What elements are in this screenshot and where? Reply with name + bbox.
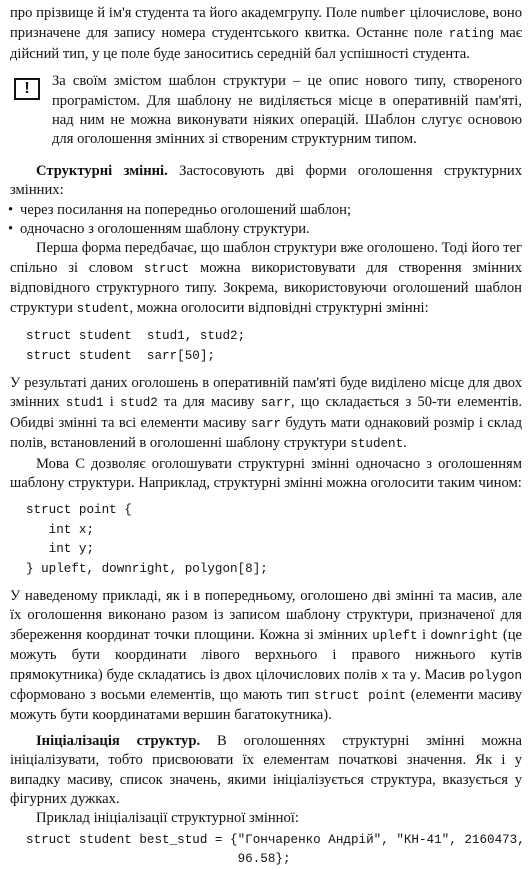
code-example-3: struct student best_stud = {"Гончаренко Андрій", "КН-41", 2160473, 96.58}; [26,832,525,867]
list-item: • через посилання на попередньо оголошений шаблон; [10,201,522,220]
paragraph-first-form: Перша форма передбачає, що шаблон структури вже оголошено. Тоді його тег спільно зі словом struct можна використовувати для створення змінних відповідного структурного типу. Зокрема, використовуючи оголошений шаблон структури student, можна оголосити відповідні структурні змінні: [10,240,522,316]
section-title: Структурні змінні. [36,162,168,179]
paragraph-init-example: Приклад ініціалізації структурної змінної: [36,810,299,827]
list-item: • одночасно з оголошенням шаблону структури. [10,220,522,239]
code-example-2: struct point { int x; int y; } upleft, downright, polygon[8]; [26,503,268,576]
paragraph-memory: У результаті даних оголошень в оперативній пам'яті буде виділено місце для двох змінних stud1 і stud2 та для масиву sarr, що складається з 50-ти елементів. Обидві змінні та всі елементи масиву sarr будуть мати однаковий розмір і склад полів, встановлений в оголошенні шаблону структури student. [10,374,522,452]
section-structure-variables: Структурні змінні. Застосовують дві форми оголошення структурних змінних: [10,162,522,199]
section-title: Ініціалізація структур. [36,732,201,749]
section-initialization: Ініціалізація структур. В оголошеннях структурні змінні можна ініціалізувати, тобто присвоювати їх елементам початкові значення. Як і у випадку масиву, список значень, якими ініціалізується структура, вказується у фігурних дужках. [10,732,522,808]
note-block [10,72,522,150]
paragraph-simultaneous: Мова С дозволяє оголошувати структурні змінні одночасно з оголошенням шаблону структури. Наприклад, структурні змінні можна оголосити таким чином: [10,455,522,491]
paragraph-fields: про прізвище й ім'я студента та його академгрупу. Поле number цілочислове, воно призначене для запису номера студентського квитка. Останнє поле rating має дійсний тип, у це поле буде заноситись середній бал успішності студента. [10,5,522,62]
exclamation-icon: ! [14,78,40,100]
declaration-forms-list [10,201,522,240]
note-text: За своїм змістом шаблон структури – це опис нового типу, створеного програмістом. Для шаблону не виділяється місце в оперативній пам'яті, над ним не можна виконувати ніяких операцій. Шаблон слугує основою для оголошення змінних зі створеним структурним типом. [52,73,522,148]
code-example-1: struct student stud1, stud2; struct student sarr[50]; [26,329,246,363]
paragraph-point-example: У наведеному прикладі, як і в попередньому, оголошено дві змінні та масив, але їх оголошення виконано разом із записом шаблону структури, призначеної для збереження координат точки площини. Кожна зі змінних upleft і downright (це можуть бути координати лівого верхнього і правого нижнього кутів прямокутника) буде складатись із двох цілочислових полів x та y. Масив polygon сформовано з восьми елементів, що мають тип struct point (елементи масиву можуть бути координатами вершин багатокутника). [10,587,523,724]
document-page [10,0,525,870]
